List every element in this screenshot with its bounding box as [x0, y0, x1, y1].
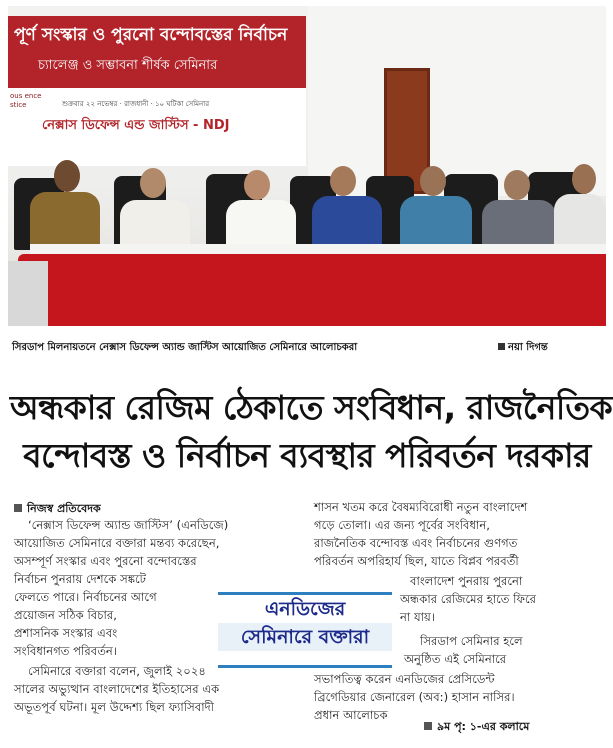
panelist: [478, 166, 558, 256]
panelist: [16, 156, 96, 256]
photo-source: [498, 340, 548, 357]
square-bullet-icon: [424, 722, 432, 730]
pull-quote-line-2: সেমিনারে বক্তারা: [218, 623, 392, 651]
article-line: সিরডাপ সেমিনার হলে: [420, 634, 523, 648]
panelist: [112, 162, 192, 256]
article-line: না যায়।: [400, 610, 435, 624]
article-line: অনুষ্ঠিত এই সেমিনারে: [404, 652, 507, 666]
photo-foreground: [8, 261, 48, 326]
square-bullet-icon: [498, 343, 505, 350]
article-line: প্রয়োজন সঠিক বিচার,: [14, 608, 117, 622]
article-line: আয়োজিত সেমিনারে বক্তারা মন্তব্য করেছেন,: [14, 536, 220, 550]
article-line: পরিবর্তন অপরিহার্য ছিল, যাতে বিপ্লব পরবর্তী: [314, 554, 519, 568]
article-line: সংবিধানগত পরিবর্তন।: [14, 644, 117, 658]
article-line: ‘নেক্সাস ডিফেন্স অ্যান্ড জাস্টিস’ (এনডিজে): [28, 518, 229, 532]
article-line: সভাপতিত্ব করেন এনডিজের প্রেসিডেন্ট: [314, 672, 495, 686]
panelist: [308, 162, 388, 256]
article-line: নির্বাচন পুনরায় দেশকে সঙ্কটে: [14, 572, 146, 586]
banner-organization: নেক্সাস ডিফেন্স এন্ড জাস্টিস - NDJ: [42, 118, 230, 133]
panelist: [394, 162, 474, 256]
article-line: বাংলাদেশ পুনরায় পুরনো: [410, 574, 523, 588]
headline-line-1: অন্ধকার রেজিম ঠেকাতে সংবিধান, রাজনৈতিক: [10, 388, 613, 427]
banner-side-text: ous ence stice: [10, 92, 42, 109]
seminar-banner: [8, 16, 306, 166]
pull-quote-line-1: এনডিজের: [264, 598, 346, 620]
byline: [14, 500, 101, 519]
banner-title: পূর্ণ সংস্কার ও পুরনো বন্দোবস্তের নির্বাচন: [14, 25, 288, 45]
article-line: ফেলতে পারে। নির্বাচনের আগে: [14, 590, 157, 604]
photo-source-label: নয়া দিগন্ত: [508, 342, 548, 353]
panelist: [548, 158, 606, 256]
pull-quote-box: [218, 592, 392, 668]
headline-line-2: বন্দোবস্ত ও নির্বাচন ব্যবস্থার পরিবর্তন দরকার: [23, 436, 591, 475]
table-cloth: [18, 254, 606, 326]
article-line: প্রশাসনিক সংস্কার এবং: [14, 626, 118, 640]
article-line: ব্রিগেডিয়ার জেনারেল (অব:) হাসান নাসির।: [314, 690, 515, 704]
square-bullet-icon: [14, 504, 22, 512]
article-line: অন্ধকার রেজিমের হাতে ফিরে: [400, 592, 537, 606]
article-line: রাজনৈতিক বন্দোবস্ত এবং নির্বাচনের গুণগত: [314, 536, 518, 550]
byline-label: নিজস্ব প্রতিবেদক: [27, 502, 101, 515]
article-line: অভূতপূর্ব ঘটনা। মূল উদ্দেশ্য ছিল ফ্যাসিবাদী: [14, 700, 214, 714]
continuation-label: ৯ম পৃ: ১-এর কলামে: [437, 720, 530, 733]
banner-subtitle: চ্যালেঞ্জ ও সম্ভাবনা শীর্ষক সেমিনার: [38, 58, 218, 73]
article-line: সেমিনারে বক্তারা বলেন, জুলাই ২০২৪: [28, 664, 206, 678]
photo-caption: সিরডাপ মিলনায়তনে নেক্সাস ডিফেন্স অ্যান্ড জাস্টিস আয়োজিত সেমিনারে আলোচকরা: [12, 342, 358, 353]
banner-date: শুক্রবার ২২ নভেম্বর · রাজধানী · ১০ ঘটিকা সেমিনার: [62, 100, 210, 108]
article-line: সালের অভ্যুত্থান বাংলাদেশের ইতিহাসের এক: [14, 682, 220, 696]
news-photo: [8, 6, 606, 326]
continuation-note: [424, 718, 529, 737]
article-line: প্রধান আলোচক: [314, 708, 388, 722]
article-line: গড়ে তোলা। এর জন্য পূর্বের সংবিধান,: [314, 518, 490, 532]
panelist: [220, 166, 300, 256]
article-line: অসম্পূর্ণ সংস্কার এবং পুরনো বন্দোবস্তের: [14, 554, 197, 568]
article-line: শাসন খতম করে বৈষম্যবিরোধী নতুন বাংলাদেশ: [314, 500, 528, 514]
